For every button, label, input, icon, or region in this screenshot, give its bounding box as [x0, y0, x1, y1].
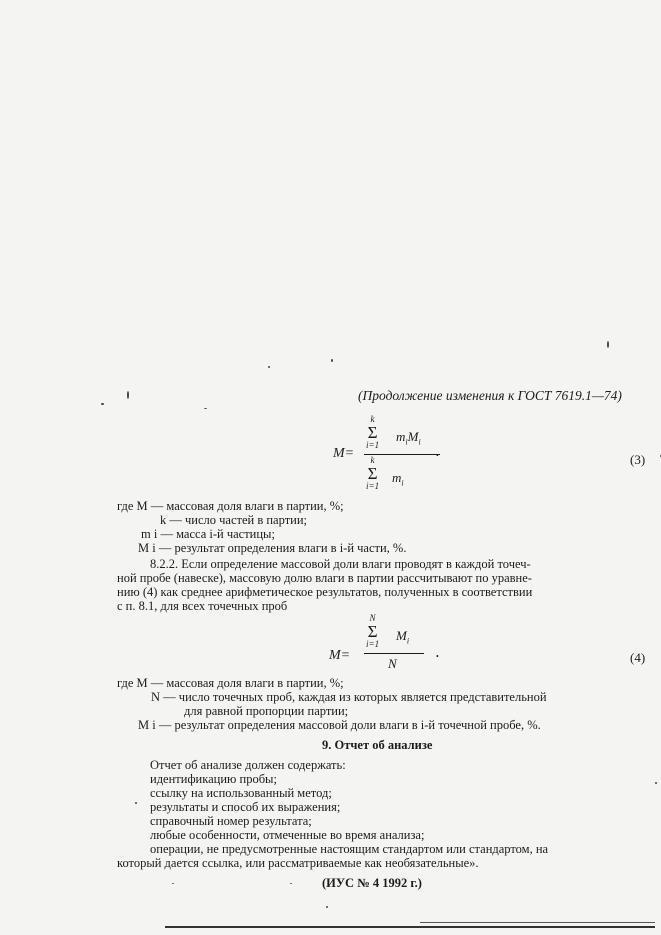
- scan-speck: [172, 883, 174, 884]
- def3-line-2: k — число частей в партии;: [160, 513, 308, 527]
- bottom-scan-rule: [420, 922, 655, 923]
- scan-speck: [331, 359, 333, 362]
- formula-4-numerator: $M_i$: [396, 628, 410, 646]
- section-9-title: 9. Отчет об анализе: [322, 738, 433, 752]
- formula-3-numerator: $m_iM_i$: [396, 429, 421, 447]
- formula-3-fraction-bar: [364, 454, 440, 455]
- ius-footer: (ИУС № 4 1992 г.): [322, 876, 422, 890]
- report-line-6: любые особенности, отмеченные во время анализа;: [150, 828, 425, 842]
- formula-3-num-sum: k Σ i=1: [366, 414, 380, 450]
- formula-3-lhs: M=: [333, 446, 355, 461]
- formula-3-dot: •: [436, 451, 439, 460]
- scan-speck: [655, 782, 657, 784]
- scan-speck: [290, 883, 292, 884]
- formula-4-dot: •: [436, 652, 439, 661]
- scan-speck: [101, 403, 104, 405]
- def3-line-1: где M — массовая доля влаги в партии, %;: [117, 499, 344, 513]
- def3-line-3: m i — масса i-й частицы;: [141, 527, 275, 541]
- formula-4-denominator: N: [388, 656, 397, 671]
- report-line-7: операции, не предусмотренные настоящим стандартом или стандартом, на: [150, 842, 549, 856]
- scan-speck: [326, 906, 328, 908]
- formula-3-denominator: $m_i$: [392, 470, 404, 488]
- scan-speck: [127, 391, 129, 399]
- formula-4-lhs: M=: [329, 648, 351, 663]
- report-line-3: ссылку на использованный метод;: [150, 786, 332, 800]
- bottom-scan-rule: [165, 926, 655, 928]
- para-822-line-4: с п. 8.1, для всех точечных проб: [117, 599, 288, 613]
- formula-4-fraction-bar: [364, 653, 424, 654]
- scan-speck: [268, 366, 270, 368]
- amendment-header: (Продолжение изменения к ГОСТ 7619.1—74): [358, 388, 622, 403]
- report-line-5: справочный номер результата;: [150, 814, 312, 828]
- scan-speck: [204, 408, 207, 409]
- report-line-8: который дается ссылка, или рассматриваемые как необязательные».: [117, 856, 479, 870]
- scan-speck: [607, 341, 609, 348]
- def4-line-4: M i — результат определения массовой доли влаги в i-й точечной пробе, %.: [138, 718, 541, 732]
- report-line-1: Отчет об анализе должен содержать:: [150, 758, 346, 772]
- para-822-line-2: ной пробе (навеске), массовую долю влаги в партии рассчитывают по уравне-: [117, 571, 532, 585]
- report-line-2: идентификацию пробы;: [150, 772, 277, 786]
- def3-line-4: M i — результат определения влаги в i-й части, %.: [138, 541, 407, 555]
- def4-line-3: для равной пропорции партии;: [184, 704, 349, 718]
- para-822-line-1: 8.2.2. Если определение массовой доли влаги проводят в каждой точеч-: [150, 557, 531, 571]
- para-822-line-3: нию (4) как среднее арифметическое результатов, полученных в соответствии: [117, 585, 533, 599]
- formula-4-number: (4): [630, 650, 646, 665]
- def4-line-2: N — число точечных проб, каждая из которых является представительной: [151, 690, 547, 704]
- scan-speck: [135, 802, 137, 804]
- report-line-4: результаты и способ их выражения;: [150, 800, 341, 814]
- formula-4-sum: N Σ i=1: [366, 613, 380, 649]
- formula-3-den-sum: k Σ i=1: [366, 455, 380, 491]
- formula-3-number: (3): [630, 452, 646, 467]
- def4-line-1: где M — массовая доля влаги в партии, %;: [117, 676, 344, 690]
